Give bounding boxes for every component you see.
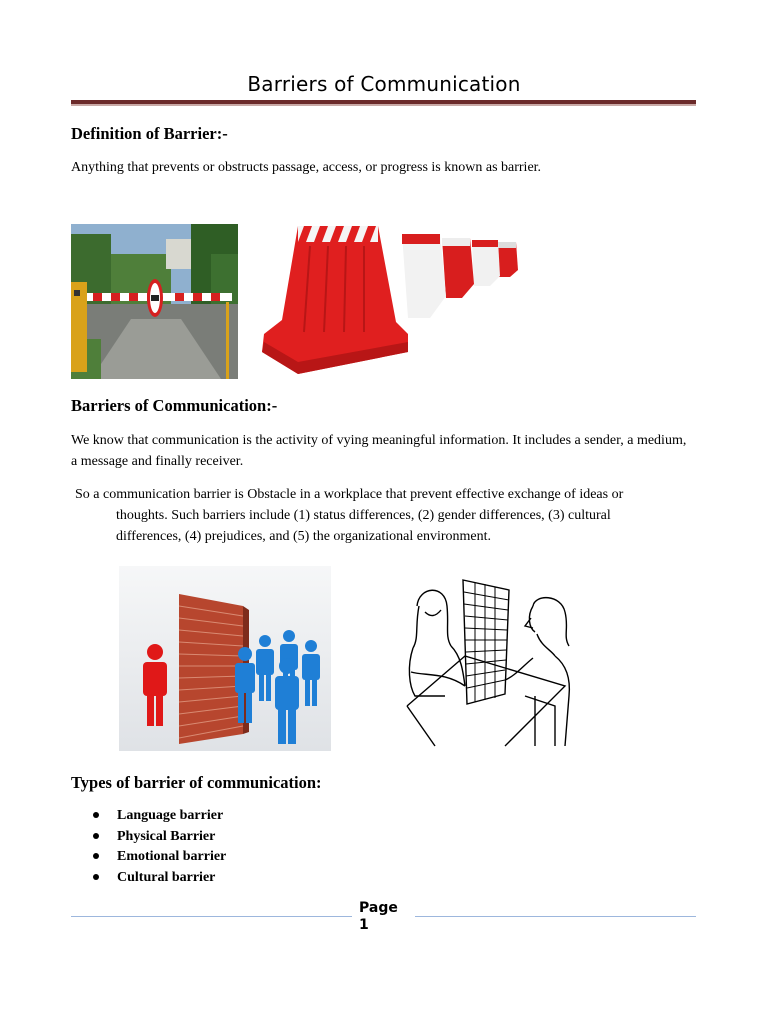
- definition-heading: Definition of Barrier:-: [71, 124, 228, 143]
- type-label: Physical Barrier: [117, 828, 216, 844]
- type-label: Emotional barrier: [117, 849, 227, 864]
- page-number-label: [359, 900, 398, 934]
- brick-wall-people-illustration: [119, 566, 331, 751]
- list-item: [71, 806, 226, 827]
- title-divider: [71, 100, 696, 104]
- type-label: Cultural barrier: [117, 869, 216, 885]
- bullet-icon: [93, 853, 99, 859]
- barriers-paragraph-2-rest: thoughts. Such barriers include (1) status differences, (2) gender differences, (3) cultural differences, (4) prejudices, and (5) the organizational environment.: [116, 508, 611, 544]
- list-item: [71, 868, 226, 889]
- wall-between-women-drawing: [405, 576, 581, 748]
- barriers-paragraph-2-first-line: So a communication barrier is Obstacle in a workplace that prevent effective exchange of ideas or: [75, 487, 624, 502]
- boom-barrier-photo: [71, 224, 238, 379]
- bullet-icon: [93, 812, 99, 818]
- types-heading: Types of barrier of communication:: [71, 773, 322, 792]
- page-word: Page: [359, 900, 398, 916]
- barriers-paragraph-1: We know that communication is the activity of vying meaningful information. It includes a sender, a medium, a message and finally receiver.: [71, 433, 687, 469]
- page-number: 1: [359, 917, 369, 933]
- barrier-types-list: [71, 806, 226, 888]
- list-item: [71, 827, 226, 848]
- bullet-icon: [93, 874, 99, 880]
- list-item: [71, 847, 226, 868]
- bullet-icon: [93, 833, 99, 839]
- barriers-heading: Barriers of Communication:-: [71, 396, 278, 415]
- footer-rule-right: [415, 916, 696, 917]
- footer-rule-left: [71, 916, 352, 917]
- document-title: Barriers of Communication: [247, 72, 521, 96]
- definition-text: Anything that prevents or obstructs passage, access, or progress is known as barrier.: [71, 160, 542, 175]
- road-barriers-photo: [258, 222, 520, 380]
- type-label: Language barrier: [117, 808, 224, 823]
